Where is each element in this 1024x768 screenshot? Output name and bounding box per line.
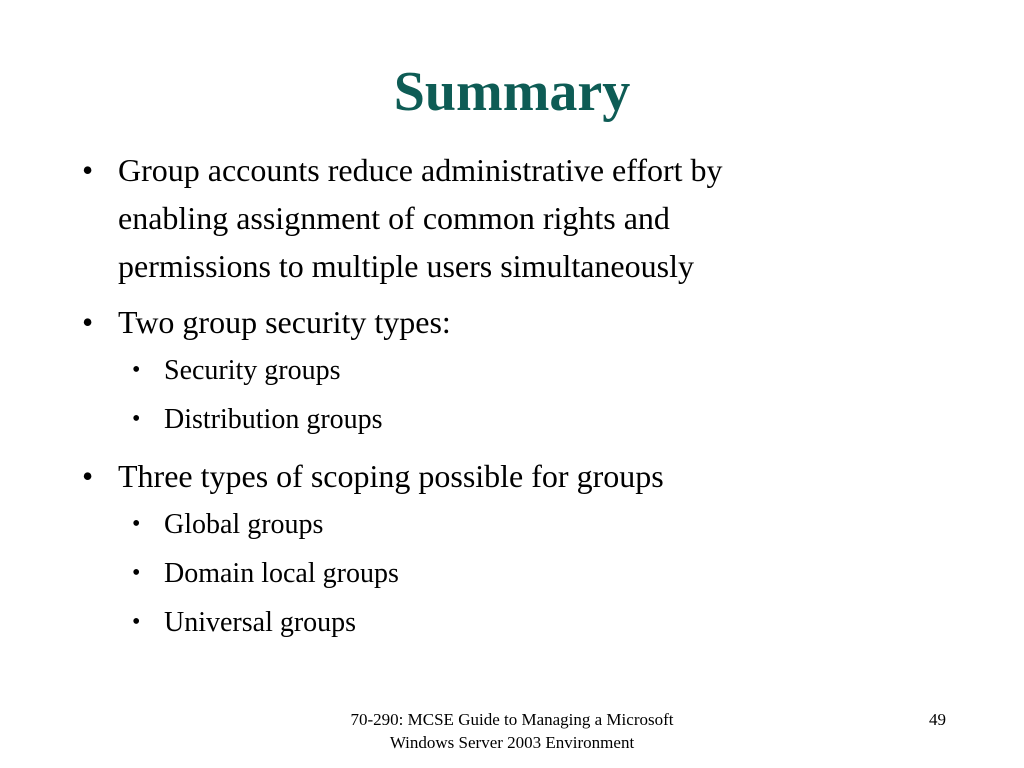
bullet-item-2 [82,298,962,444]
sub-bullet-item [118,549,962,598]
bullet-icon: • [82,458,94,494]
sub-bullet-text: Universal groups [164,607,357,638]
footer-course-title [262,708,762,754]
bullet-item-3 [82,452,962,647]
sub-bullet-icon: • [132,357,141,383]
bullet-line: Group accounts reduce administrative effort by [118,152,723,188]
bullet-text: Three types of scoping possible for groups [118,458,664,494]
footer-line-1: 70-290: MCSE Guide to Managing a Microsoft [350,710,674,729]
footer-line-2: Windows Server 2003 Environment [389,733,635,752]
sub-bullet-text: Security groups [164,355,341,386]
bullet-icon: • [82,152,94,188]
sub-bullet-icon: • [132,511,141,537]
sub-bullet-list [118,500,962,647]
sub-bullet-item [118,500,962,549]
bullet-list [82,146,962,655]
sub-bullet-item [118,395,962,444]
sub-bullet-icon: • [132,609,141,635]
page-number: 49 [929,710,946,729]
slide-title: Summary [393,61,631,123]
sub-bullet-text: Domain local groups [164,558,399,589]
bullet-line: enabling assignment of common rights and [118,200,670,236]
bullet-icon: • [82,304,94,340]
bullet-line: permissions to multiple users simultaneously [118,248,694,284]
sub-bullet-icon: • [132,406,141,432]
bullet-item-1 [82,146,962,290]
bullet-text: Two group security types: [118,304,451,340]
sub-bullet-item [118,598,962,647]
sub-bullet-text: Global groups [164,509,324,540]
sub-bullet-item [118,346,962,395]
sub-bullet-text: Distribution groups [164,404,383,435]
sub-bullet-icon: • [132,560,141,586]
sub-bullet-list [118,346,962,444]
